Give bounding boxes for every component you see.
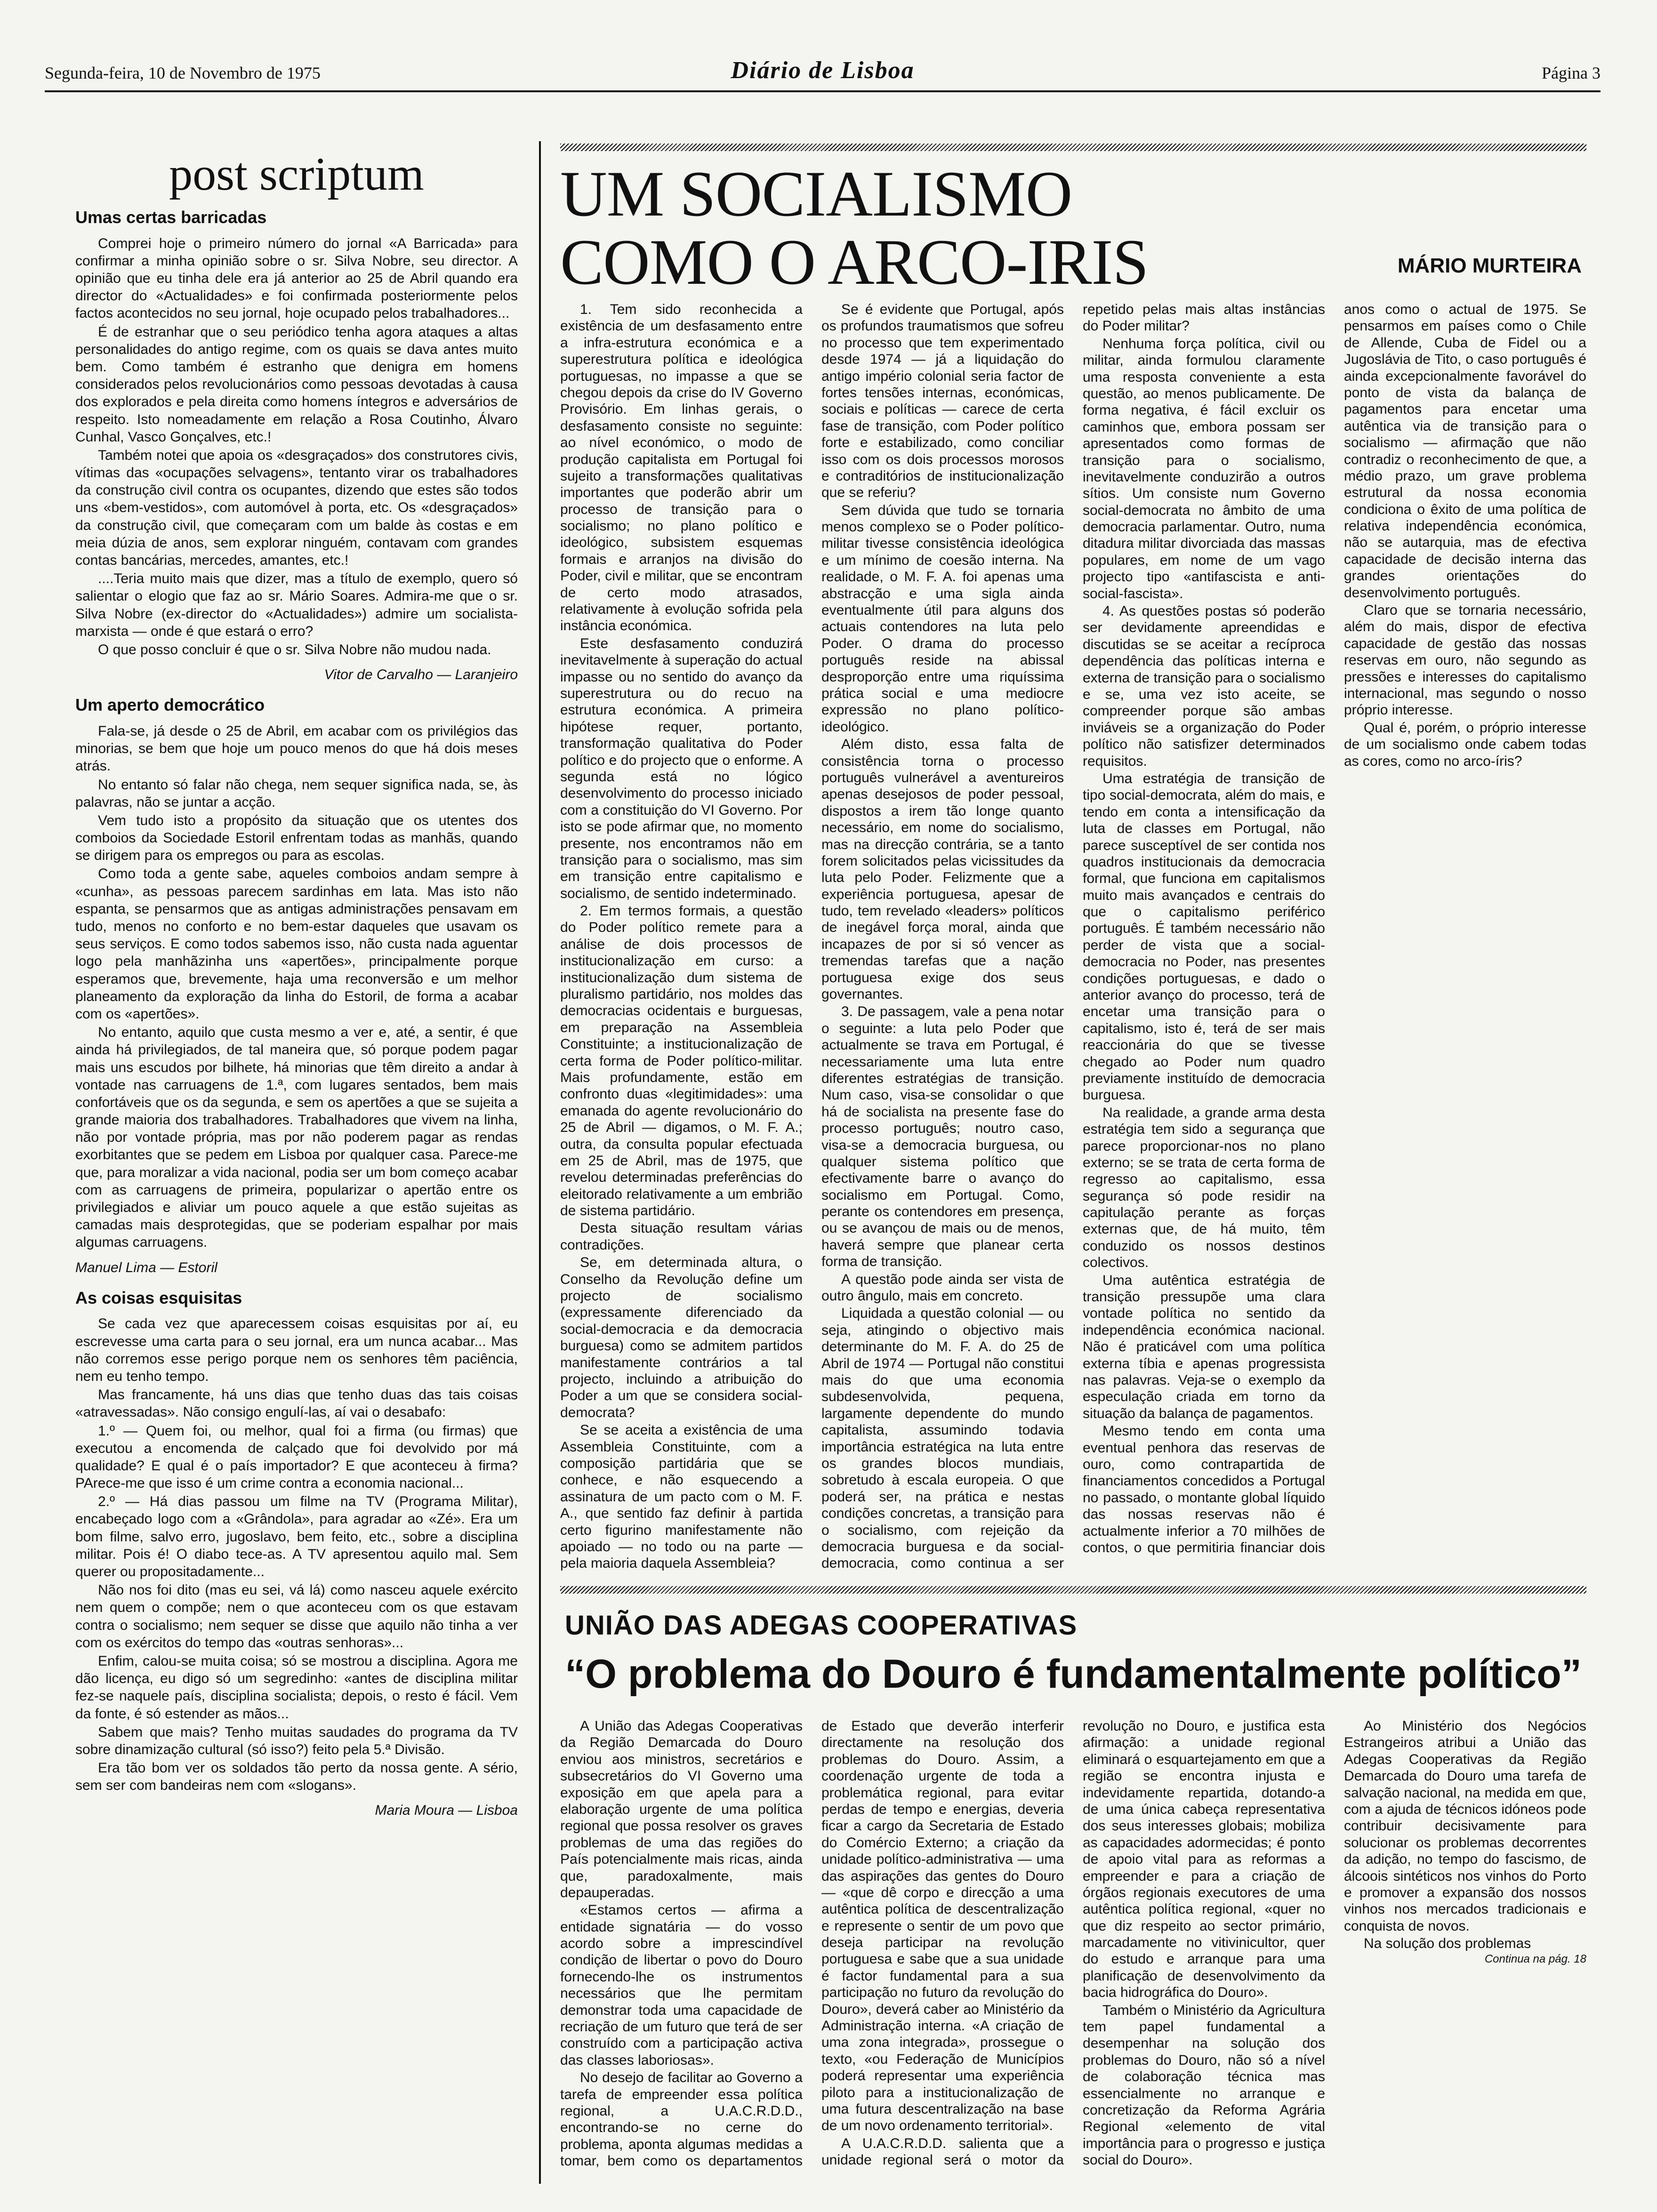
article-paragraph: A U.A.C.R.D.D. salienta que a unidade regional será o motor da revolução no Douro, e justifica esta afirmação: a unidade regional eliminará o esquartejamento em que a região se encontra injusta e indevidamente repartida, dotando-a de uma única cabeça representativa dos seus interesses globais; mobiliza as capacidades adormecidas; é ponto de apoio vital para as reformas a empreender e para a criação de órgãos regionais executores de uma autêntica política regional, «quer no que diz respeito ao sector primário, marcadamente no vitivinicultor, quer do estudo e arranque para uma planificação de desenvolvimento da bacia hidrográfica do Douro».: [821, 1718, 1325, 2168]
page-number: Página 3: [1542, 64, 1601, 82]
article-byline: MÁRIO MURTEIRA: [1397, 254, 1582, 277]
article-paragraph: Também o Ministério da Agricultura tem papel fundamental a desempenhar na solução dos problemas do Douro, não só a nível de colaboração técnica mas essencialmente no arranque e concretização da Reforma Agrária Regional «elemento de vital importância para o progresso e justiça social do Douro».: [1083, 2002, 1325, 2168]
letter-paragraph: No entanto, aquilo que custa mesmo a ver e, até, a sentir, é que ainda há privilegiados, de tal maneira que, só porque podem pagar mais uns escudos por bilhete, há minorias que têm direito a andar à vontade nas carruagens de 1.ª, com lugares sentados, bem mais confortáveis que os da segunda, e sem os apertões a que se sujeita a grande maioria dos trabalhadores. Trabalhadores que vivem na linha, não por vontade própria, mas por não poderem pagar as rendas exorbitantes que se pedem em Lisboa por qualquer casa. Parece-me que, para moralizar a vida nacional, podia ser um bom começo acabar com as carruagens de primeira, popularizar o apertão entre os privilegiados e aliviar um pouco aquele a que estão sujeitas as camadas mais desprotegidas, que se poderiam espalhar por mais algumas carruagens.: [75, 1025, 518, 1250]
letter-paragraph: 1.º — Quem foi, ou melhor, qual foi a firma (ou firmas) que executou a encomenda de calçado que foi devolvido por má qualidade? E qual é o país importador? E que aconteceu à firma? PArece-me que isso é um crime contra a economia nacional...: [75, 1423, 518, 1491]
letter-signature: Manuel Lima — Estoril: [75, 1259, 217, 1275]
article-paragraph: A União das Adegas Cooperativas da Região Demarcada do Douro enviou aos ministros, secretários e subsecretários do VI Governo uma exposição em que apela para a elaboração urgente de uma política regional que possa resolver os graves problemas de uma das regiões do País potencialmente mais ricas, ainda que, paradoxalmente, mais depauperadas.: [560, 1718, 803, 1900]
letter-paragraph: Vem tudo isto a propósito da situação que os utentes dos comboios da Sociedade Estoril enfrentam todas as manhãs, quando se dirigem para os empregos ou para as escolas.: [75, 812, 518, 864]
article-paragraph: A questão pode ainda ser vista de outro ângulo, mais em concreto.: [821, 1271, 1064, 1304]
article-kicker: UNIÃO DAS ADEGAS COOPERATIVAS: [565, 1610, 1078, 1641]
letter-body: [75, 235, 518, 659]
letter-signature: Maria Moura — Lisboa: [375, 1803, 518, 1819]
article-paragraph: Nenhuma força política, civil ou militar, ainda formulou claramente uma resposta conveniente a esta questão, ao menos publicamente. De forma negativa, é fácil excluir os caminhos que, embora possam ser apresentados como formas de transição para o socialismo, inevitavelmente conduzirão a outros sítios. Um consiste num Governo social-democrata no âmbito de uma democracia parlamentar. Outro, numa ditadura militar divorciada das massas populares, em nome de um vago projecto tipo «antifascista e anti-social-fascista».: [1083, 336, 1325, 601]
newspaper-title: Diário de Lisboa: [731, 57, 915, 84]
article-paragraph: 2. Em termos formais, a questão do Poder político remete para a análise de dois processos de institucionalização em curso: a institucionalização dum sistema de pluralismo partidário, nos moldes das democracias ocidentais e burguesas, em preparação na Assembleia Constituinte; a institucionalização de certa forma de Poder político-militar. Mais profundamente, estão em confronto duas «legitimidades»: uma emanada do agente revolucionário do 25 de Abril — digamos, o M. F. A.; outra, da consulta popular efectuada em 25 de Abril, mas de 1975, que revelou determinadas preferências do eleitorado relativamente a um embrião de sistema partidário.: [560, 903, 803, 1219]
column-divider: [539, 141, 541, 2184]
article-paragraph: Sem dúvida que tudo se tornaria menos complexo se o Poder político-militar tivesse consistência ideológica e um mínimo de coesão interna. Na realidade, o M. F. A. foi apenas uma abstracção e uma sigla ainda eventualmente útil para alguns dos actuais contendores na luta pelo Poder. O drama do processo português reside na abissal desproporção entre uma riquíssima prática social e uma mediocre expressão no plano político-ideológico.: [821, 502, 1064, 735]
letter-paragraph: Era tão bom ver os soldados tão perto da nossa gente. A sério, sem ser com bandeiras nem com «slogans».: [75, 1760, 518, 1794]
letter-paragraph: O que posso concluir é que o sr. Silva Nobre não mudou nada.: [98, 641, 491, 657]
article-paragraph: 4. As questões postas só poderão ser devidamente apreendidas e discutidas se se aceitar a recíproca dependência das políticas interna e externa de transição para o socialismo e se, uma vez isto aceite, se compreender porque são ambas inviáveis se a organização do Poder político não satisfizer determinados requisitos.: [1083, 603, 1325, 769]
article-paragraph: «Estamos certos — afirma a entidade signatária — do vosso acordo sobre a imprescindível condição de libertar o povo do Douro fornecendo-lhe os instrumentos necessários que lhe permitam demonstrar toda uma capacidade de recriação de um futuro que terá de ser construído com a participação activa das classes laboriosas».: [560, 1902, 803, 2068]
letter-body: [75, 722, 518, 1251]
issue-date: Segunda-feira, 10 de Novembro de 1975: [45, 64, 321, 82]
article-paragraph: Claro que se tornaria necessário, além do mais, dispor de efectiva capacidade de gestão das nossas reservas em ouro, não segundo as pressões e interesses do capitalismo internacional, mas segundo o nosso próprio interesse.: [1344, 602, 1586, 718]
post-scriptum-column: [75, 151, 518, 2174]
article-paragraph: Se, em determinada altura, o Conselho da Revolução define um projecto de socialismo (expressamente diferenciado da social-democracia e da democracia burguesa) como se admitem partidos manifestamente contrários a tal projecto, incluindo a atribuição do Poder a um que se considera social-democrata?: [560, 1255, 803, 1420]
letter-paragraph: Como toda a gente sabe, aqueles comboios andam sempre à «cunha», as pessoas parecem sardinhas em lata. Mas isto não espanta, se pensarmos que as antigas administrações pensavam em tudo, menos no conforto e no bem-estar daqueles que usavam os seus serviços. E como todos sabemos isso, não custa nada aguentar logo pela manhãzinha uns «apertões», principalmente porque esperamos que, brevemente, haja uma reconversão e um melhor planeamento da exploração da linha do Estoril, de forma a acabar com os «apertões».: [75, 866, 518, 1022]
article-headline: “O problema do Douro é fundamentalmente político”: [565, 1651, 1582, 1697]
letter-paragraph: Também notei que apoia os «desgraçados» dos construtores civis, vítimas das «ocupações selvagens», tentanto virar os trabalhadores da construção civil contra os ocupantes, dizendo que estes são todos uns «bem-vestidos», com automóvel à porta, etc. Os «desgraçados» da construção civil, que começaram com um balde às costas e em meia dúzia de anos, sem explorar ninguém, contavam com grandes contas bancárias, mercedes, amantes, etc.!: [75, 447, 518, 568]
article-paragraph: Se se aceita a existência de uma Assembleia Constituinte, com a composição partidária que se conhece, e não esquecendo a assinatura de um pacto com o M. F. A., que sentido faz definir à partida certo figurino manifestamente não apoiado — no todo ou na parte — pela maioria daquela Assembleia?: [560, 1422, 803, 1571]
masthead: [45, 56, 1601, 89]
headline-line: UM SOCIALISMO: [560, 158, 1072, 230]
article-paragraph: Este desfasamento conduzirá inevitavelmente à superação do actual impasse ou no sentido do avanço da superestrutura ou do recuo na estrutura económica. A primeira hipótese requer, portanto, transformação qualitativa do Poder político e do projecto que o enforme. A segunda está no lógico desenvolvimento do processo iniciado com a constituição do VI Governo. Por isto se pode afirmar que, no momento presente, nos encontramos não em transição para o socialismo, mas sim em transição entre capitalismo e socialismo, de sentido indeterminado.: [560, 635, 803, 901]
headline-line: COMO O ARCO-IRIS: [560, 225, 1149, 298]
masthead-rule: [45, 90, 1601, 92]
article-paragraph: Se é evidente que Portugal, após os profundos traumatismos que sofreu no processo que tem experimentado desde 1974 — já a liquidação do antigo império colonial seria factor de fortes tensões internas, económicas, sociais e políticas — carece de certa fase de transição, com Poder político forte e estabilizado, como conciliar isso com os dois processos morosos e contraditórios de institucionalização que se referiu?: [821, 302, 1064, 501]
letter-heading: Umas certas barricadas: [75, 208, 267, 227]
article-paragraph: Qual é, porém, o próprio interesse de um socialismo onde cabem todas as cores, como no arco-íris?: [1344, 720, 1586, 769]
article-paragraph: Ao Ministério dos Negócios Estrangeiros atribui a União das Adegas Cooperativas da Região Demarcada do Douro uma tarefa de salvação nacional, na medida em que, com a ajuda de técnicos idóneos pode contribuir decisivamente para solucionar os problemas decorrentes da adição, no tempo do fascismo, de álcoois sintéticos nos vinhos do Porto e promover a expansão dos nossos vinhos nos mercados tradicionais e conquista de novos.: [1344, 1718, 1586, 1934]
letter-body: [75, 1315, 518, 1794]
continued-note: Continua na pág. 18: [1484, 1953, 1586, 1966]
hatched-rule: [560, 1586, 1586, 1594]
article-paragraph: Desta situação resultam várias contradições.: [560, 1220, 803, 1253]
letter-heading: Um aperto democrático: [75, 695, 265, 715]
letter-paragraph: É de estranhar que o seu periódico tenha agora ataques a altas personalidades do antigo regime, com os quais se dava antes muito bem. Como também é estranho que denigra em homens considerados pelos revolucionários como pessoas devotadas à causa dos explorados e pela direita como homens íntegros e adversários de respeito. Isto nomeadamente em relação a Rosa Coutinho, Álvaro Cunhal, Vasco Gonçalves, etc.!: [75, 324, 518, 445]
article-headline: [560, 160, 1408, 297]
letter-paragraph: Comprei hoje o primeiro número do jornal «A Barricada» para confirmar a minha opinião sobre o sr. Silva Nobre, seu director. A opinião que eu tinha dele era já anterior ao 25 de Abril quando era director do «Actualidades» e foi confirmada posteriormente pelos factos acontecidos no seu jornal, hoje ocupado pelos trabalhadores...: [75, 235, 518, 321]
article-paragraph: Liquidada a questão colonial — ou seja, atingindo o objectivo mais determinante do M. F. A. do 25 de Abril de 1974 — Portugal não constitui mais do que uma economia subdesenvolvida, pequena, largamente dependente do mundo capitalista, assumindo todavia importância estratégica na luta entre os grandes blocos mundiais, sobretudo à escala europeia. O que poderá ser, na prática e nestas condições concretas, a transição para o socialismo, com rejeição da democracia burguesa e da social-democracia, como continua a ser repetido pelas mais altas instâncias do Poder militar?: [821, 302, 1325, 1571]
article-paragraph: Uma autêntica estratégia de transição pressupõe uma clara vontade política no sentido da independência económica nacional. Não é praticável com uma política externa tíbia e apenas progressista nas palavras. Veja-se o exemplo da especulação criada em torno da situação da balança de pagamentos.: [1083, 1272, 1325, 1421]
article-paragraph: Na realidade, a grande arma desta estratégia tem sido a segurança que parece proporcionar-nos no plano externo; se se trata de certa forma de regresso ao capitalismo, essa segurança só pode residir na capitulação perante as forças externas que, de há muito, têm conduzido os nossos destinos colectivos.: [1083, 1105, 1325, 1271]
letter-paragraph: 2.º — Há dias passou um filme na TV (Programa Militar), encabeçado logo com a «Grândola», para agradar ao «Zé». Era um bom filme, salvo erro, jugoslavo, bem feito, etc., sobre a disciplina militar. Pois é! O diabo tece-as. A TV apresentou aquilo mal. Sem querer ou propositadamente...: [75, 1494, 518, 1579]
letter-paragraph: ....Teria muito mais que dizer, mas a título de exemplo, quero só salientar o elogio que faz ao sr. Mário Soares. Admira-me que o sr. Silva Nobre (ex-director do «Actualidades») admire um socialista-marxista — onde é que estará o erro?: [75, 571, 518, 639]
letter-paragraph: Sabem que mais? Tenho muitas saudades do programa da TV sobre dinamização cultural (só isso?) feito pela 5.ª Divisão.: [75, 1724, 518, 1757]
article-paragraph: Além disto, essa falta de consistência torna o processo português vulnerável a aventureiros apenas desejosos de poder pessoal, dispostos a irem tão longe quanto necessário, em nome do socialismo, mas na direcção contrária, se a tanto forem solicitados pelas vicissitudes da luta pelo Poder. Felizmente que a experiência portuguesa, apesar de tudo, tem revelado «leaders» políticos de inegável força moral, ainda que incapazes de por si só vencer as tremendas tarefas que a nação portuguesa exige dos seus governantes.: [821, 737, 1064, 1002]
article-body: [560, 301, 1586, 1572]
article-paragraph: Uma estratégia de transição de tipo social-democrata, além do mais, e tendo em conta a intensificação da luta de classes em Portugal, não parece susceptível de ser contida nos quadros institucionais da democracia formal, que funciona em capitalismos muito mais avançados e centrais do que o capitalismo periférico português. É também necessário não perder de vista que a social-democracia no Poder, nas presentes condições portuguesas, e dado o anterior avanço do processo, terá de encetar uma transição para o capitalismo, isto é, terá de ser mais reaccionária do que se tivesse chegado ao Poder num quadro previamente instituído de democracia burguesa.: [1083, 770, 1325, 1103]
letter-paragraph: Enfim, calou-se muita coisa; só se mostrou a disciplina. Agora me dão licença, eu digo só um segredinho: «antes de disciplina militar fez-se naquele país, disciplina socialista; depois, o resto é fácil. Vem da fonte, é só estender as mãos...: [75, 1653, 518, 1722]
hatched-rule: [560, 144, 1586, 151]
letter-heading: As coisas esquisitas: [75, 1288, 242, 1307]
letter-signature: Vitor de Carvalho — Laranjeiro: [324, 667, 518, 683]
article-paragraph: No desejo de facilitar ao Governo a tarefa de empreender essa política regional, a U.A.C.R.D.D., encontrando-se no cerne do problema, aponta algumas medidas a tomar, bem como os departamentos de Estado que deverão interferir directamente na resolução dos problemas do Douro. Assim, a coordenação urgente de toda a problemática regional, para evitar perdas de tempo e energias, deveria ficar a cargo da Secretaria de Estado do Comércio Externo; a criação da unidade político-administrativa — uma das aspirações das gentes do Douro — «que dê corpo e direcção a uma autêntica política de descentralização e represente o sentir de um povo que deseja participar na revolução portuguesa e sabe que a sua unidade é factor fundamental para a sua participação no futuro da revolução do Douro», deverá caber ao Ministério da Administração interna. «A criação de uma zona integrada», prossegue o texto, «ou Federação de Municípios poderá representar uma experiência piloto para a institucionalização de uma futura descentralização na base de um novo ordenamento territorial».: [560, 1718, 1064, 2169]
article-paragraph: 3. De passagem, vale a pena notar o seguinte: a luta pelo Poder que actualmente se trava em Portugal, é necessariamente uma luta entre diferentes estratégias de transição. Num caso, visa-se consolidar o que há de socialista na presente fase do processo português; noutro caso, visa-se a democracia burguesa, ou qualquer sistema político que efectivamente barre o avanço do socialismo em Portugal. Como, perante os contendores em presença, ou se avançou de mais ou de menos, haverá sempre que planear certa forma de transição.: [821, 1004, 1064, 1270]
post-scriptum-title: post scriptum: [169, 151, 424, 200]
letter-paragraph: Se cada vez que aparecessem coisas esquisitas por aí, eu escrevesse uma carta para o seu jornal, era um nunca acabar... Mas não corremos esse perigo porque nem os senhores têm paciência, nem eu tenho tempo.: [75, 1316, 518, 1384]
article-paragraph: Mesmo tendo em conta uma eventual penhora das reservas de ouro, como contrapartida de financiamentos concedidos a Portugal no passado, o montante global líquido das nossas reservas não é actualmente inferior a 70 milhões de contos, o que permitiria financiar dois anos como o actual de 1975. Se pensarmos em países como o Chile de Allende, Cuba de Fidel ou a Jugoslávia de Tito, o caso português é ainda excepcionalmente favorável do ponto de vista da balança de pagamentos para encetar uma autêntica via de transição para o socialismo — afirmação que não contradiz o reconhecimento de que, a médio prazo, um grave problema estrutural da nossa economia condiciona o êxito de uma política de relativa independência económica, não se autarquia, mas de efectiva capacidade de decisão interna das grandes orientações do desenvolvimento português.: [1083, 302, 1586, 1555]
article-body: [560, 1718, 1586, 2179]
article-paragraph: 1. Tem sido reconhecida a existência de um desfasamento entre a infra-estrutura económica e a superestrutura política e ideológica portuguesas, no impasse a que se chegou depois da crise do IV Governo Provisório. Em linhas gerais, o desfasamento consiste no seguinte: ao nível económico, o modo de produção capitalista em Portugal foi sujeito a transformações qualitativas importantes que poderão abrir um processo de transição para o socialismo; no plano político e ideológico, subsistem esquemas formais e arranjos na divisão do Poder, civil e militar, que se encontram de certo modo atrasados, relativamente à evolução sofrida pela instância económica.: [560, 302, 803, 634]
letter-paragraph: Não nos foi dito (mas eu sei, vá lá) como nasceu aquele exército nem quem o compõe; nem o que aconteceu com os que estavam contra o socialismo; nem sequer se disse que aquilo não tinha a ver com os exércitos do tempo das «outras senhoras»...: [75, 1582, 518, 1651]
letter-paragraph: Mas francamente, há uns dias que tenho duas das tais coisas «atravessadas». Não consigo engulí-las, aí vai o desabafo:: [75, 1387, 518, 1420]
article-paragraph: Na solução dos problemas: [1364, 1936, 1531, 1952]
letter-paragraph: Fala-se, já desde o 25 de Abril, em acabar com os privilégios das minorias, se bem que hoje um pouco menos do que há dois meses atrás.: [75, 723, 518, 774]
letter-paragraph: No entanto só falar não chega, nem sequer significa nada, se, às palavras, não se juntar a acção.: [75, 777, 518, 810]
